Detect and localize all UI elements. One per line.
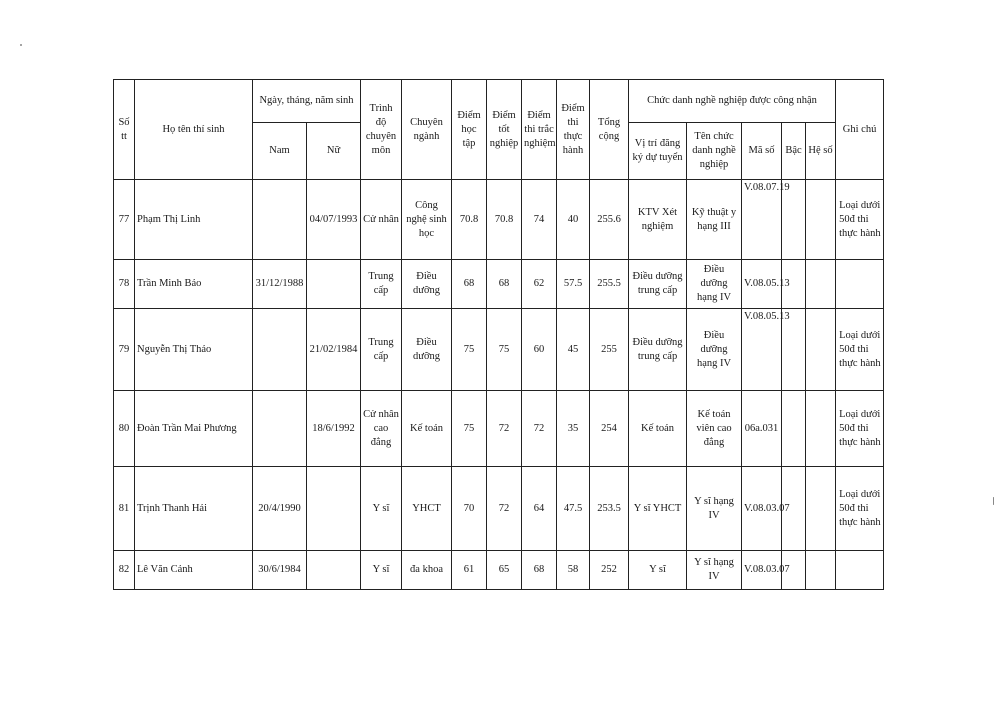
cell-thuc-hanh: 45	[557, 309, 590, 391]
cell-nu: 21/02/1984	[307, 309, 361, 391]
col-diem-thuc-hanh: Điểm thi thực hành	[557, 80, 590, 180]
cell-ma-so: V.08.05.13	[742, 260, 782, 309]
cell-trinh-do: Trung cấp	[361, 309, 402, 391]
cell-nam	[253, 180, 307, 260]
cell-tong: 255.5	[590, 260, 629, 309]
cell-ma-so: V.08.07.19	[742, 180, 782, 260]
cell-trac-nghiem: 74	[522, 180, 557, 260]
col-nu: Nữ	[307, 123, 361, 180]
cell-thuc-hanh: 40	[557, 180, 590, 260]
cell-ghi-chu: Loại dưới 50đ thi thực hành	[836, 467, 884, 551]
cell-vi-tri: Kế toán	[629, 391, 687, 467]
col-chuc-danh: Chức danh nghề nghiệp được công nhận	[629, 80, 836, 123]
cell-ten-chuc-danh: Y sĩ hạng IV	[687, 551, 742, 590]
table-row	[114, 180, 884, 260]
cell-ma-so: V.08.03.07	[742, 467, 782, 551]
scan-speck	[993, 497, 994, 505]
cell-name: Trần Minh Bảo	[135, 260, 253, 309]
col-diem-hoc-tap: Điểm học tập	[452, 80, 487, 180]
cell-vi-tri: Y sĩ	[629, 551, 687, 590]
scan-speck	[20, 44, 22, 46]
cell-thuc-hanh: 57.5	[557, 260, 590, 309]
cell-trac-nghiem: 64	[522, 467, 557, 551]
col-diem-trac-nghiem: Điểm thi trắc nghiệm	[522, 80, 557, 180]
cell-trac-nghiem: 68	[522, 551, 557, 590]
col-tong-cong: Tổng cộng	[590, 80, 629, 180]
cell-name: Đoàn Trần Mai Phương	[135, 391, 253, 467]
cell-nam: 31/12/1988	[253, 260, 307, 309]
cell-tong: 252	[590, 551, 629, 590]
cell-hoc-tap: 70	[452, 467, 487, 551]
col-he-so: Hệ số	[806, 123, 836, 180]
col-trinh-do: Trình độ chuyên môn	[361, 80, 402, 180]
col-nam: Nam	[253, 123, 307, 180]
cell-name: Nguyễn Thị Thảo	[135, 309, 253, 391]
cell-stt: 82	[114, 551, 135, 590]
col-ho-ten: Họ tên thí sinh	[135, 80, 253, 180]
cell-ma-so: 06a.031	[742, 391, 782, 467]
col-so-tt: Số tt	[114, 80, 135, 180]
cell-stt: 77	[114, 180, 135, 260]
candidate-results-table	[113, 79, 884, 590]
cell-nam	[253, 309, 307, 391]
cell-trac-nghiem: 62	[522, 260, 557, 309]
cell-hoc-tap: 75	[452, 391, 487, 467]
cell-stt: 79	[114, 309, 135, 391]
cell-chuyen-nganh: Công nghệ sinh học	[402, 180, 452, 260]
table-row	[114, 467, 884, 551]
cell-name: Phạm Thị Linh	[135, 180, 253, 260]
cell-name: Trịnh Thanh Hải	[135, 467, 253, 551]
cell-stt: 81	[114, 467, 135, 551]
cell-he-so	[806, 180, 836, 260]
cell-nu	[307, 260, 361, 309]
cell-trinh-do: Trung cấp	[361, 260, 402, 309]
cell-nu	[307, 467, 361, 551]
cell-tot-nghiep: 75	[487, 309, 522, 391]
cell-vi-tri: Y sĩ YHCT	[629, 467, 687, 551]
cell-name: Lê Văn Cảnh	[135, 551, 253, 590]
cell-he-so	[806, 467, 836, 551]
cell-tot-nghiep: 68	[487, 260, 522, 309]
cell-ghi-chu: Loại dưới 50đ thi thực hành	[836, 391, 884, 467]
col-chuyen-nganh: Chuyên ngành	[402, 80, 452, 180]
cell-thuc-hanh: 35	[557, 391, 590, 467]
cell-trinh-do: Cử nhân cao đẳng	[361, 391, 402, 467]
col-ma-so: Mã số	[742, 123, 782, 180]
cell-tot-nghiep: 70.8	[487, 180, 522, 260]
cell-nam: 30/6/1984	[253, 551, 307, 590]
cell-hoc-tap: 75	[452, 309, 487, 391]
cell-ten-chuc-danh: Kế toán viên cao đẳng	[687, 391, 742, 467]
cell-ghi-chu: Loại dưới 50đ thi thực hành	[836, 180, 884, 260]
cell-ten-chuc-danh: Điều dưỡng hạng IV	[687, 260, 742, 309]
cell-trac-nghiem: 60	[522, 309, 557, 391]
cell-tot-nghiep: 72	[487, 391, 522, 467]
cell-vi-tri: Điều dưỡng trung cấp	[629, 260, 687, 309]
col-ngay-sinh: Ngày, tháng, năm sinh	[253, 80, 361, 123]
cell-nam: 20/4/1990	[253, 467, 307, 551]
cell-stt: 78	[114, 260, 135, 309]
cell-ten-chuc-danh: Điều dưỡng hạng IV	[687, 309, 742, 391]
cell-ten-chuc-danh: Kỹ thuật y hạng III	[687, 180, 742, 260]
cell-chuyen-nganh: YHCT	[402, 467, 452, 551]
cell-vi-tri: KTV Xét nghiệm	[629, 180, 687, 260]
table-row	[114, 260, 884, 309]
cell-trinh-do: Y sĩ	[361, 467, 402, 551]
cell-chuyen-nganh: đa khoa	[402, 551, 452, 590]
cell-trac-nghiem: 72	[522, 391, 557, 467]
cell-nu: 18/6/1992	[307, 391, 361, 467]
cell-hoc-tap: 70.8	[452, 180, 487, 260]
cell-he-so	[806, 391, 836, 467]
cell-chuyen-nganh: Điều dưỡng	[402, 309, 452, 391]
cell-ghi-chu	[836, 551, 884, 590]
cell-nu	[307, 551, 361, 590]
cell-chuyen-nganh: Điều dưỡng	[402, 260, 452, 309]
cell-ma-so: V.08.05.13	[742, 309, 782, 391]
cell-hoc-tap: 61	[452, 551, 487, 590]
col-ghi-chu: Ghi chú	[836, 80, 884, 180]
cell-he-so	[806, 260, 836, 309]
cell-thuc-hanh: 47.5	[557, 467, 590, 551]
cell-tong: 253.5	[590, 467, 629, 551]
cell-ma-so: V.08.03.07	[742, 551, 782, 590]
cell-he-so	[806, 309, 836, 391]
cell-stt: 80	[114, 391, 135, 467]
col-ten-chuc-danh: Tên chức danh nghề nghiệp	[687, 123, 742, 180]
cell-trinh-do: Cử nhân	[361, 180, 402, 260]
table-row	[114, 309, 884, 391]
table-row	[114, 391, 884, 467]
cell-nam	[253, 391, 307, 467]
cell-tong: 255.6	[590, 180, 629, 260]
cell-tot-nghiep: 72	[487, 467, 522, 551]
cell-trinh-do: Y sĩ	[361, 551, 402, 590]
cell-ten-chuc-danh: Y sĩ hạng IV	[687, 467, 742, 551]
col-bac: Bậc	[782, 123, 806, 180]
cell-he-so	[806, 551, 836, 590]
cell-tong: 255	[590, 309, 629, 391]
col-vi-tri: Vị trí đăng ký dự tuyển	[629, 123, 687, 180]
cell-thuc-hanh: 58	[557, 551, 590, 590]
cell-ghi-chu	[836, 260, 884, 309]
cell-nu: 04/07/1993	[307, 180, 361, 260]
cell-ghi-chu: Loại dưới 50đ thi thực hành	[836, 309, 884, 391]
cell-hoc-tap: 68	[452, 260, 487, 309]
cell-bac	[782, 391, 806, 467]
col-diem-tot-nghiep: Điểm tốt nghiệp	[487, 80, 522, 180]
cell-tot-nghiep: 65	[487, 551, 522, 590]
cell-vi-tri: Điều dưỡng trung cấp	[629, 309, 687, 391]
cell-chuyen-nganh: Kế toán	[402, 391, 452, 467]
cell-tong: 254	[590, 391, 629, 467]
table-row	[114, 551, 884, 590]
